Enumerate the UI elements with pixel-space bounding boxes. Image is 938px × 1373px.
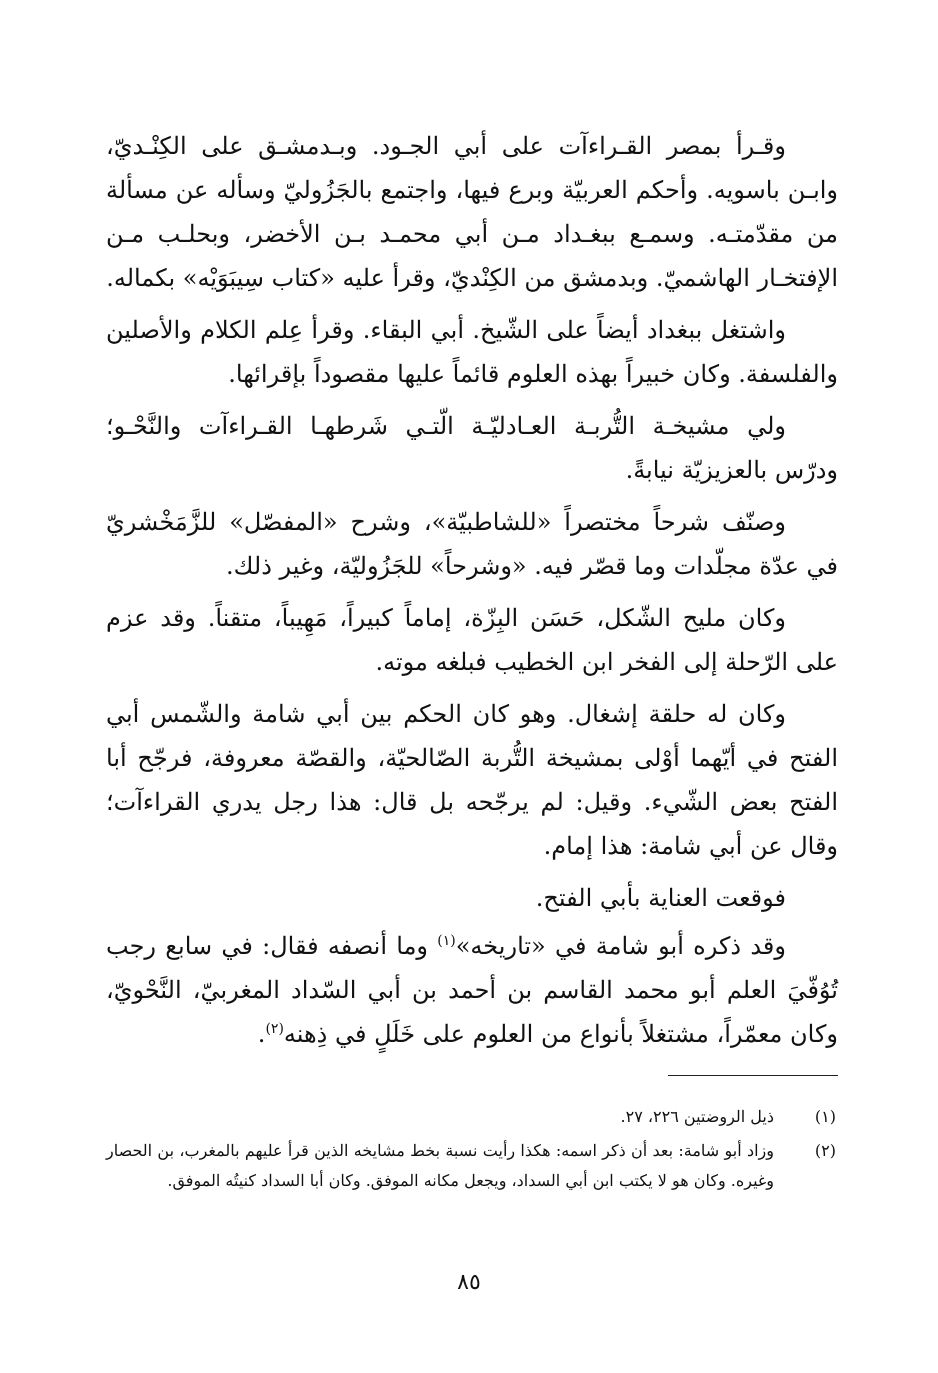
footnote-ref-2[interactable]: (٢) [265, 1021, 284, 1037]
paragraph-3: ولي مشيخـة التُّربـة العـادليّـة الّتـي شَرطهـا القـراءآت والنَّحْـو؛ ودرّس بالعزيزيّة نيابةً. [106, 412, 838, 484]
footnote-text: وزاد أبو شامة: بعد أن ذكر اسمه: هكذا رأيت نسبة بخط مشايخه الذين قرأ عليهم بالمغرب، بن الحصار وغيره. وكان هو لا يكتب ابن أبي السداد، ويجعل مكانه الموفق. وكان أبا السداد كنيتُه الموفق. [106, 1141, 774, 1190]
paragraph-1: وقـرأ بمصر القـراءآت على أبي الجـود. وبـدمشـق على الكِنْـديّ، وابـن باسويه. وأحكم العربيّة وبرع فيها، واجتمع بالجَزُوليّ وسأله عن مسألة من مقدّمتـه. وسمـع ببغـداد مـن أبي محمـد بـن الأخضر، وبحلـب مـن الإفتخـار الهاشميّ. وبدمشق من الكِنْديّ، وقرأ عليه «كتاب سِيبَوَيْه» بكماله. [106, 132, 838, 292]
paragraph-5: وكان مليح الشّكل، حَسَن البِزّة، إماماً كبيراً، مَهِيباً، متقناً. وقد عزم على الرّحلة إلى الفخر ابن الخطيب فبلغه موته. [106, 604, 838, 676]
footnote-separator [668, 1075, 838, 1076]
paragraph-8-part1: وقد ذكره أبو شامة في «تاريخه» [455, 932, 786, 960]
paragraph-2: واشتغل ببغداد أيضاً على الشّيخ. أبي البقاء. وقرأ عِلم الكلام والأصلين والفلسفة. وكان خبيراً بهذه العلوم قائماً عليها مقصوداً بإقرائها. [106, 316, 838, 388]
page-number: ٨٥ [457, 1270, 481, 1295]
footnote-2 [106, 1136, 838, 1196]
paragraph-8-part3: . [257, 1020, 266, 1048]
paragraph-4: وصنّف شرحاً مختصراً «للشاطبيّة»، وشرح «المفصّل» للزَّمَخْشريّ في عدّة مجلّدات وما قصّر فيه. «وشرحاً» للجَزُوليّة، وغير ذلك. [106, 508, 838, 580]
paragraph-8-part2: وما أنصفه فقال: في سابع رجب تُوُفّيَ العلم أبو محمد القاسم بن أحمد بن أبي السّداد المغربيّ، النَّحْويّ، وكان معمّراً، مشتغلاً بأنواع من العلوم على خَلَلٍ في ذِهنه [106, 932, 838, 1048]
footnotes [106, 1102, 838, 1200]
footnote-1 [106, 1102, 838, 1132]
paragraph-6: وكان له حلقة إشغال. وهو كان الحكم بين أبي شامة والشّمس أبي الفتح في أيّهما أوْلى بمشيخة التُّربة الصّالحيّة، والقصّة معروفة، فرجّح أبا الفتح بعض الشّيء. وقيل: لم يرجّحه بل قال: هذا رجل يدري القراءآت؛ وقال عن أبي شامة: هذا إمام. [106, 700, 838, 860]
footnote-number: (٢) [814, 1141, 836, 1160]
paragraph-7: فوقعت العناية بأبي الفتح. [535, 884, 786, 912]
footnote-number: (١) [814, 1107, 836, 1126]
main-text [106, 124, 838, 1064]
footnote-text: ذيل الروضتين ٢٢٦، ٢٧. [620, 1107, 774, 1126]
footnote-ref-1[interactable]: (١) [437, 933, 456, 949]
paragraph-8 [106, 924, 838, 1056]
